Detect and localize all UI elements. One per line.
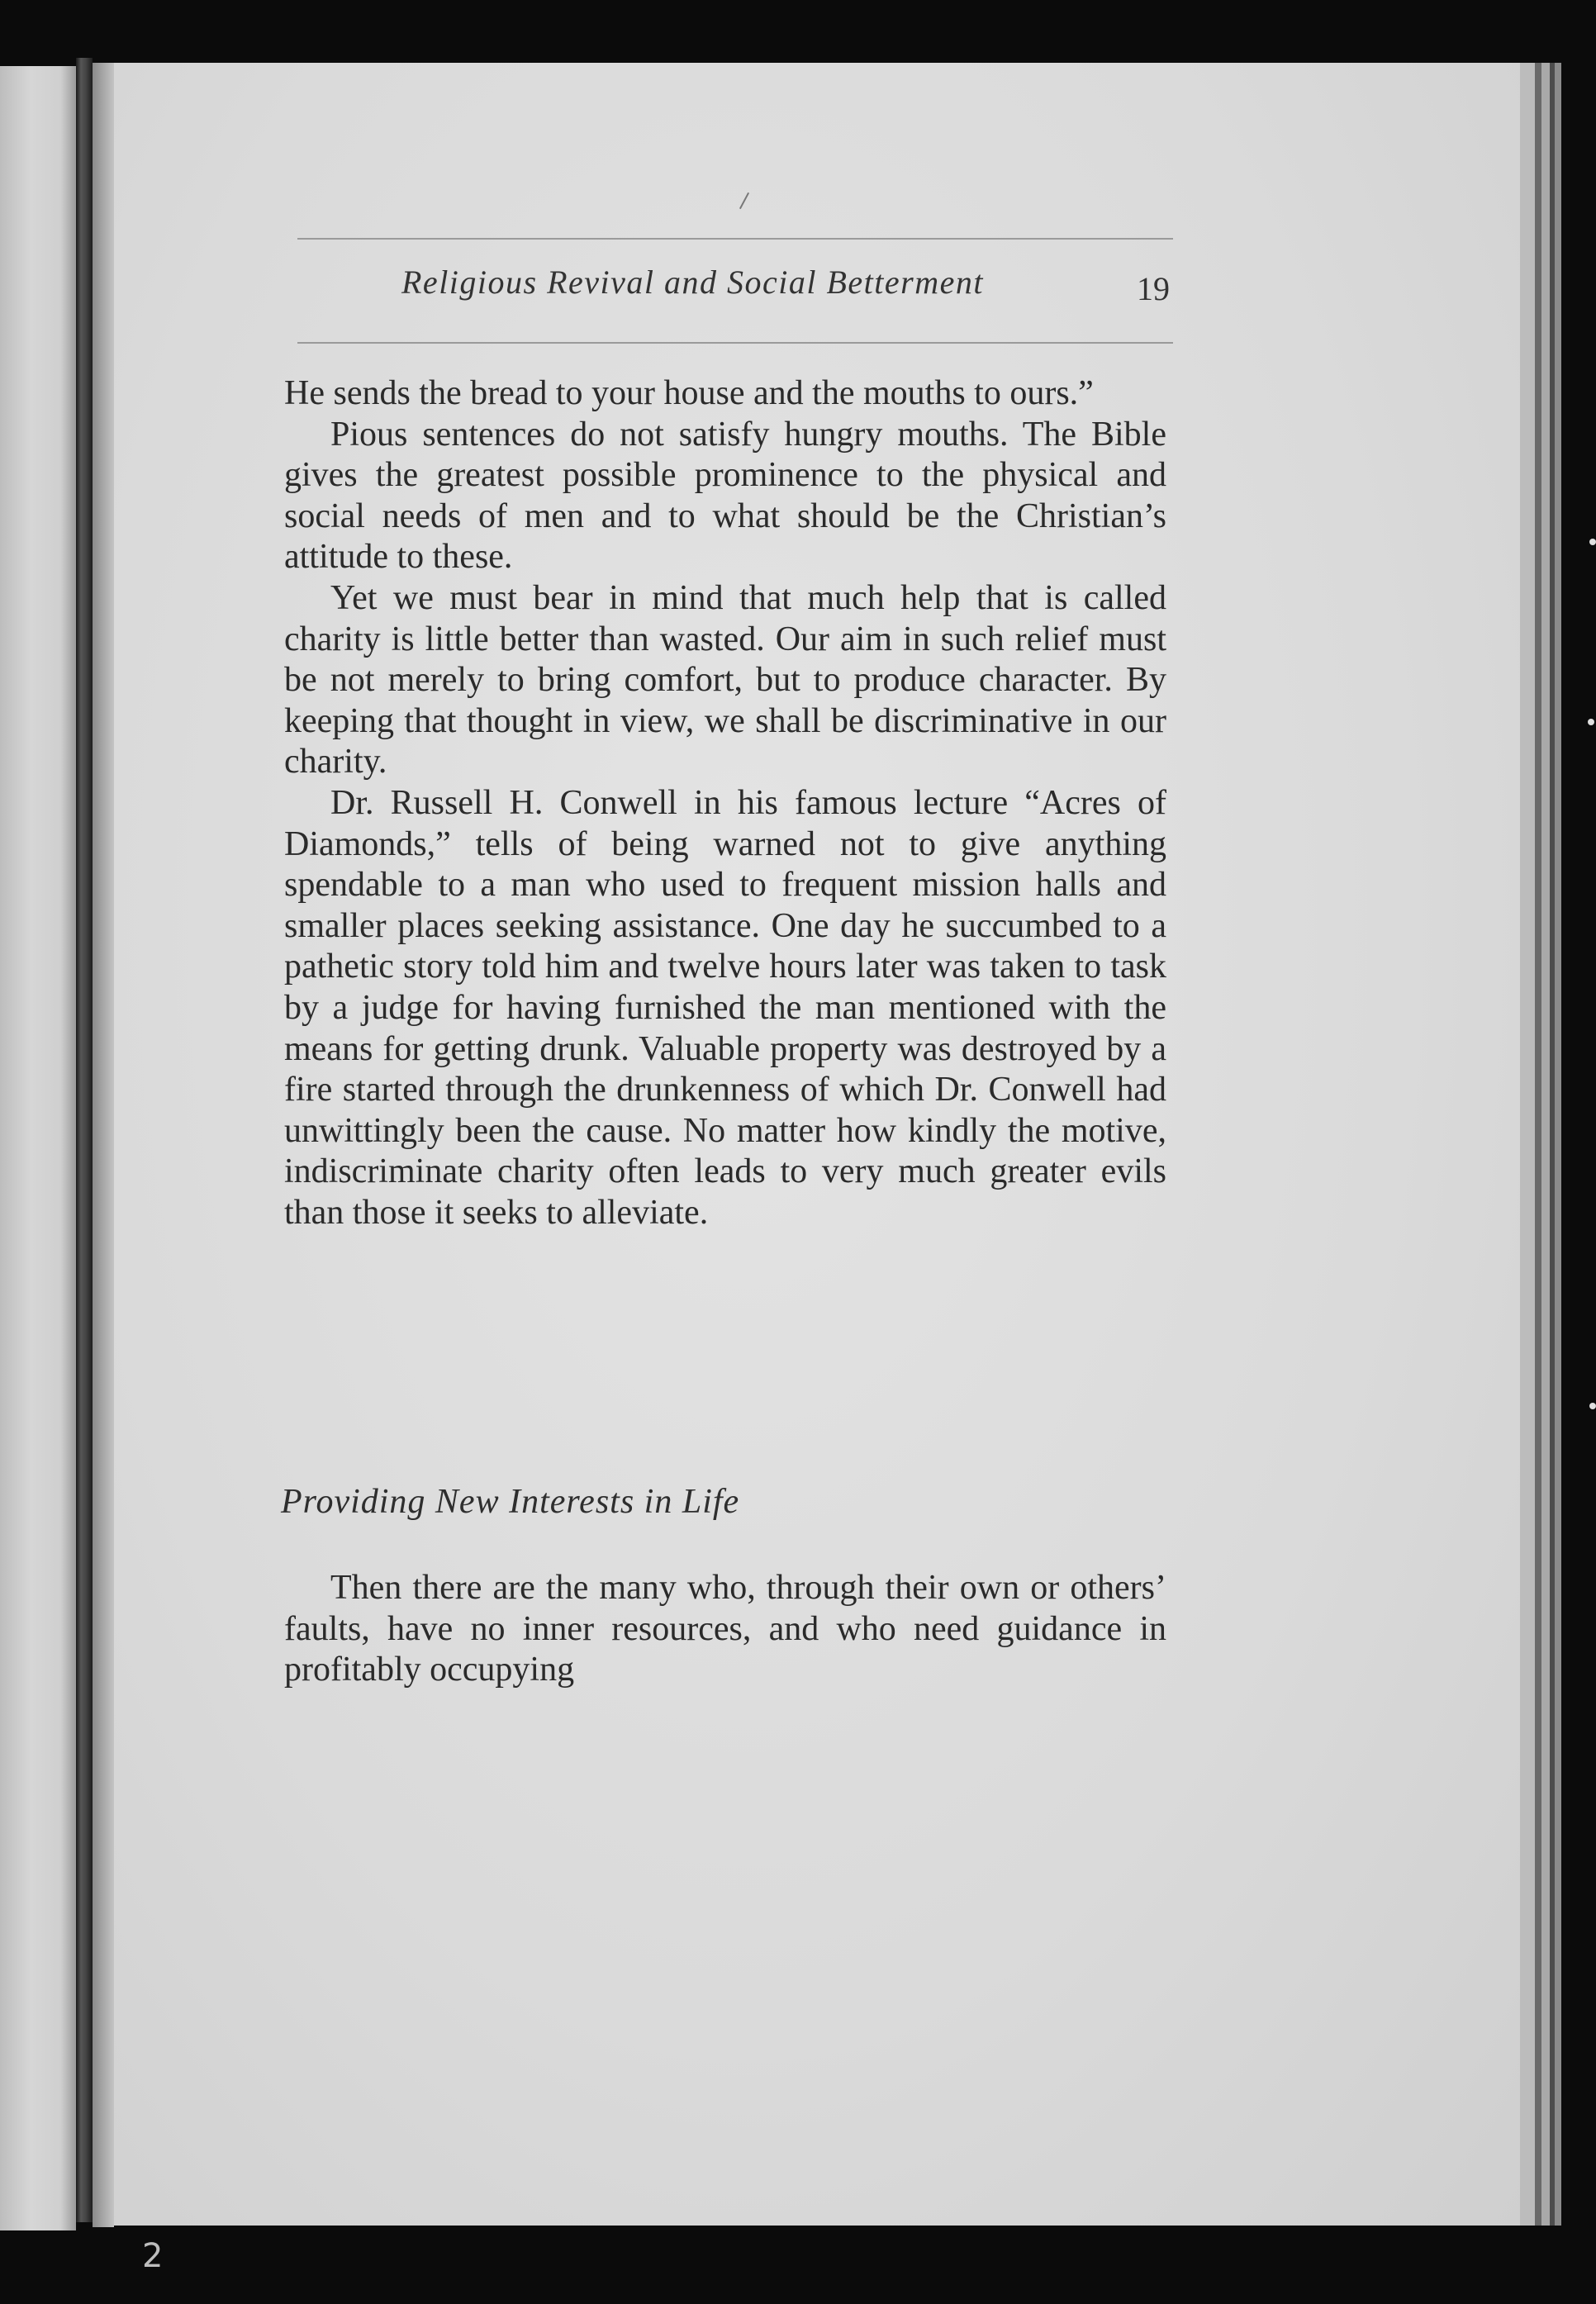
paragraph: Then there are the many who, through their own or others’ faults, have no inner resources, and who need guidance in profitably occupying — [284, 1569, 1166, 1689]
page-number: 19 — [1137, 270, 1170, 307]
book-spine — [76, 58, 93, 2222]
page-edge-stack — [1520, 63, 1535, 2226]
dust-speck — [1588, 719, 1594, 725]
running-head-title: Religious Revival and Social Betterment — [401, 264, 984, 301]
section-heading: Providing New Interests in Life — [281, 1483, 740, 1521]
dust-speck — [1589, 1403, 1596, 1409]
page-edge-stack — [1541, 63, 1550, 2226]
paragraph: He sends the bread to your house and the mouths to ours.” — [284, 374, 1094, 412]
paragraph: Dr. Russell H. Conwell in his famous lecture “Acres of Diamonds,” tells of being warned not to give anything spendable to a man who used to frequent mission halls and smaller places seeking assistance. One day he succumbed to a pathetic story told him and twelve hours later was taken to task by a judge for having furnished the man mentioned with the means for getting drunk. Valuable property was destroyed by a fire started through the drunkenness of which Dr. Conwell had unwittingly been the cause. No matter how kindly the motive, indiscriminate charity often leads to very much greater evils than those it seeks to alleviate. — [284, 783, 1166, 1232]
page-edge-stack — [1555, 63, 1561, 2226]
corner-handwritten-mark: 2 — [142, 2237, 164, 2275]
section-body-text — [284, 1568, 1166, 1691]
page-edge-stack — [1535, 63, 1541, 2226]
paragraph: Pious sentences do not satisfy hungry mouths. The Bible gives the greatest possible prominence to the physical and social needs of men and to what should be the Christian’s attitude to these. — [284, 415, 1166, 577]
header-rule-top — [297, 238, 1173, 240]
body-text — [284, 373, 1166, 1233]
header-rule-bottom — [297, 342, 1173, 344]
paragraph: Yet we must bear in mind that much help that is called charity is little better than wasted. Our aim in such relief must be not merely to bring comfort, but to produce character. By keeping that thought in view, we shall be discriminative in our charity. — [284, 578, 1166, 781]
dust-speck — [1589, 539, 1596, 545]
facing-page-edge — [0, 66, 76, 2230]
gutter-shadow — [93, 63, 114, 2227]
